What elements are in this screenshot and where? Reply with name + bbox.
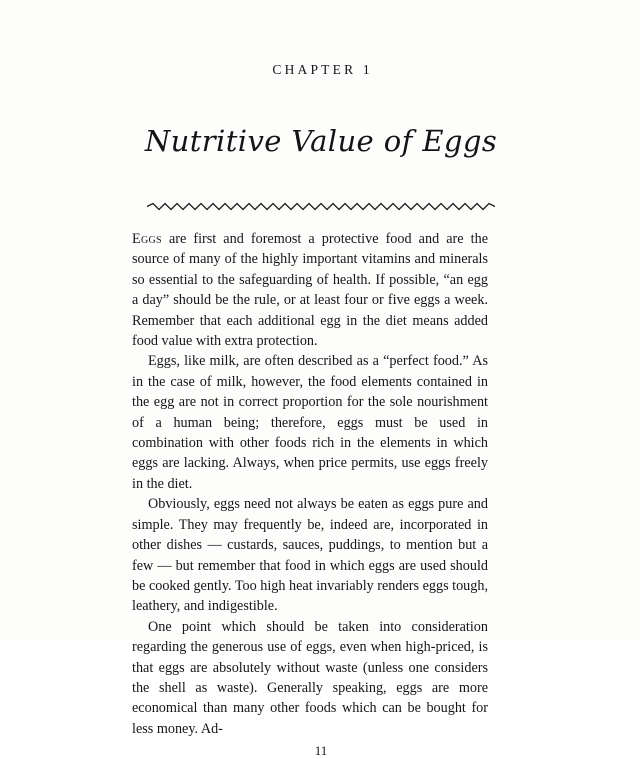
paragraph-2: Eggs, like milk, are often described as a “perfect food.” As in the case of milk, however, the food elements contained in the egg are not in correct proportion for the sole nourishment of a human being; therefore, eggs must be used in combination with other foods rich in the elements in which eggs are lacking. Always, when price permits, use eggs freely in the diet. (132, 353, 488, 492)
page-number: 11 (314, 743, 328, 759)
paragraph-1-text: are first and foremost a protective food and are the source of many of the highly important vitamins and minerals so essential to the safeguarding of health. If possible, “an egg a day” should be the rule, or at least four or five eggs a week. Remember that each additional egg in the diet means added food value with extra protection. (132, 231, 488, 350)
page-text-block (130, 0, 512, 759)
chapter-label: CHAPTER 1 (272, 62, 373, 77)
chapter-title: Nutritive Value of Eggs (144, 124, 498, 158)
body-text (132, 229, 488, 739)
paragraph-1-lead: Eggs (132, 231, 162, 247)
zigzag-rule-icon (147, 202, 495, 211)
paragraph-3: Obviously, eggs need not always be eaten as eggs pure and simple. They may frequently be, indeed are, incorporated in other dishes — custards, sauces, puddings, to mention but a few — but remember that food in which eggs are used should be cooked gently. Too high heat invariably renders eggs tough, leathery, and indigestible. (132, 496, 488, 615)
paragraph-1 (132, 229, 488, 351)
paragraph-4: One point which should be taken into consideration regarding the generous use of eggs, even when high-priced, is that eggs are absolutely without waste (unless one considers the shell as waste). Generally speaking, eggs are more economical than many other foods which can be bought for less money. Ad- (132, 618, 488, 737)
